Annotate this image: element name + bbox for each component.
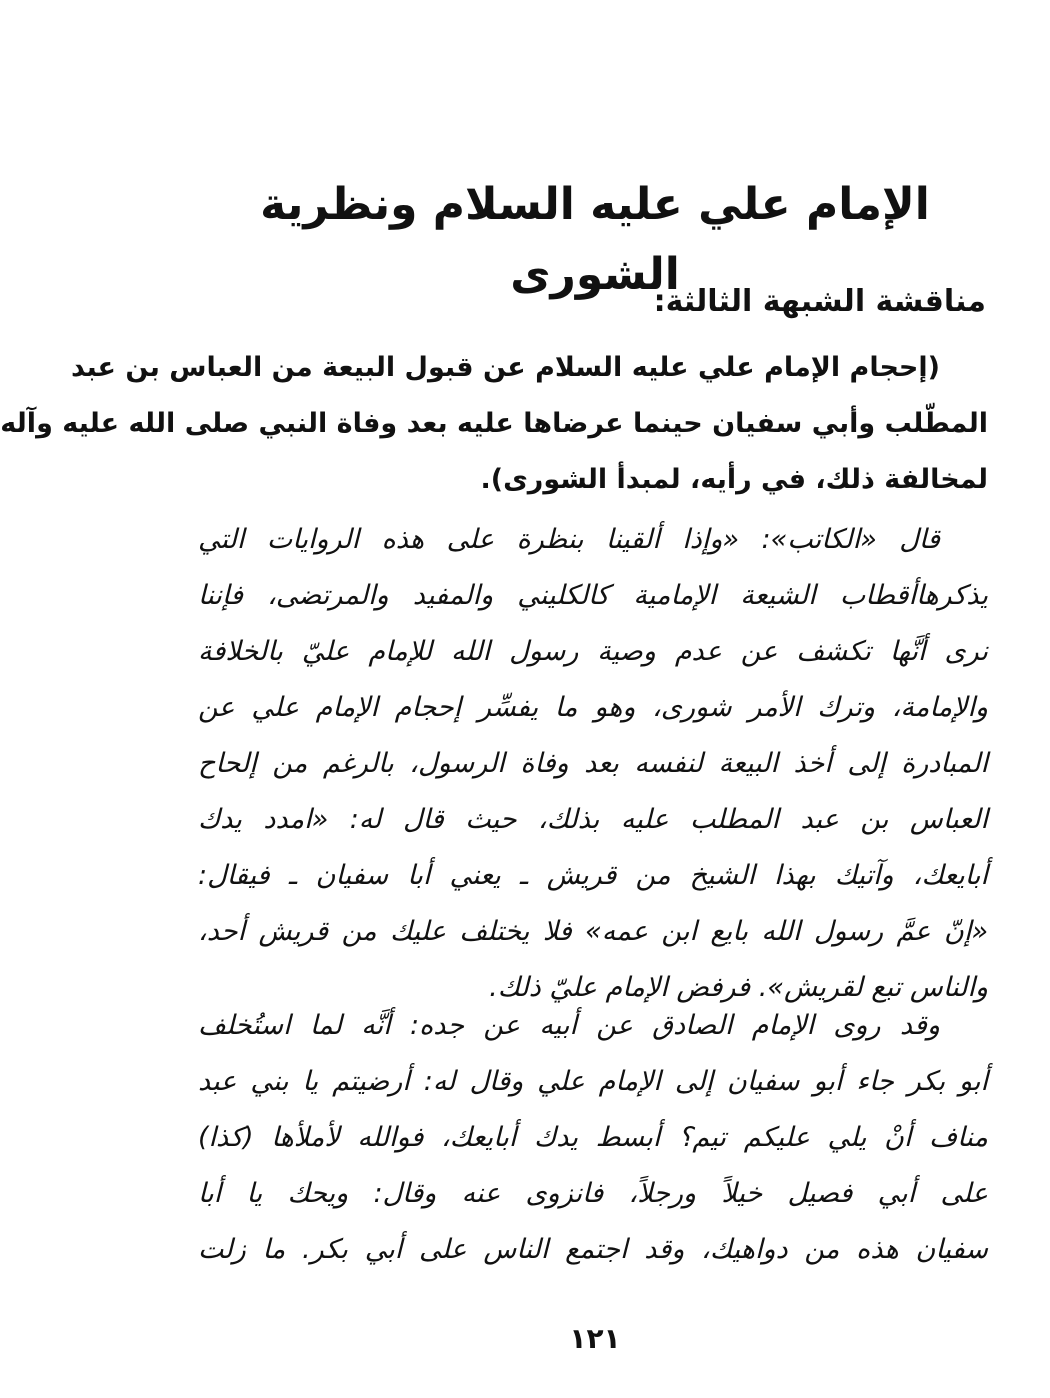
paragraph-2-line: قال «الكاتب»: «وإذا ألقينا بنظرة على هذه الروايات التي xyxy=(198,524,940,555)
paragraph-3 xyxy=(198,998,988,1278)
paragraph-2-line: والناس تبع لقريش». فرفض الإمام عليّ ذلك. xyxy=(489,972,988,1003)
paragraph-2-line: أبايعك، وآتيك بهذا الشيخ من قريش ـ يعني أبا سفيان ـ فيقال: xyxy=(198,860,988,891)
paragraph-1 xyxy=(0,340,988,508)
paragraph-2-line: «إنّ عمَّ رسول الله بايع ابن عمه» فلا يختلف عليك من قريش أحد، xyxy=(198,916,988,947)
paragraph-2-line: يذكرهاأقطاب الشيعة الإمامية كالكليني والمفيد والمرتضى، فإننا xyxy=(198,580,988,611)
paragraph-3-line: وقد روى الإمام الصادق عن أبيه عن جده: أنَّه لما استُخلف xyxy=(198,1010,940,1041)
page-number: ١٢١ xyxy=(569,1322,621,1355)
paragraph-2-line: المبادرة إلى أخذ البيعة لنفسه بعد وفاة الرسول، بالرغم من إلحاح xyxy=(198,748,988,779)
section-heading: مناقشة الشبهة الثالثة: xyxy=(653,284,986,319)
paragraph-2-line: نرى أنَّها تكشف عن عدم وصية رسول الله للإمام عليّ بالخلافة xyxy=(198,636,988,667)
paragraph-1-line: (إحجام الإمام علي عليه السلام عن قبول البيعة من العباس بن عبد xyxy=(70,352,940,383)
paragraph-2 xyxy=(198,512,988,1016)
paragraph-2-line: العباس بن عبد المطلب عليه بذلك، حيث قال له: «امدد يدك xyxy=(198,804,988,835)
paragraph-1-line: المطّلب وأبي سفيان حينما عرضاها عليه بعد وفاة النبي صلى الله عليه وآله xyxy=(0,408,988,439)
paragraph-3-line: أبو بكر جاء أبو سفيان إلى الإمام علي وقال له: أرضيتم يا بني عبد xyxy=(198,1066,988,1097)
chapter-title: الإمام علي عليه السلام ونظرية الشورى xyxy=(260,179,930,300)
paragraph-2-line: والإمامة، وترك الأمر شورى، وهو ما يفسِّر إحجام الإمام علي عن xyxy=(198,692,988,723)
paragraph-1-line: لمخالفة ذلك، في رأيه، لمبدأ الشورى). xyxy=(480,464,988,495)
paragraph-3-line: مناف أنْ يلي عليكم تيم؟ أبسط يدك أبايعك، فوالله لأملأها (كذا) xyxy=(198,1122,988,1153)
paragraph-3-line: على أبي فصيل خيلاً ورجلاً، فانزوى عنه وقال: ويحك يا أبا xyxy=(198,1178,988,1209)
paragraph-3-line: سفيان هذه من دواهيك، وقد اجتمع الناس على أبي بكر. ما زلت xyxy=(198,1234,988,1265)
